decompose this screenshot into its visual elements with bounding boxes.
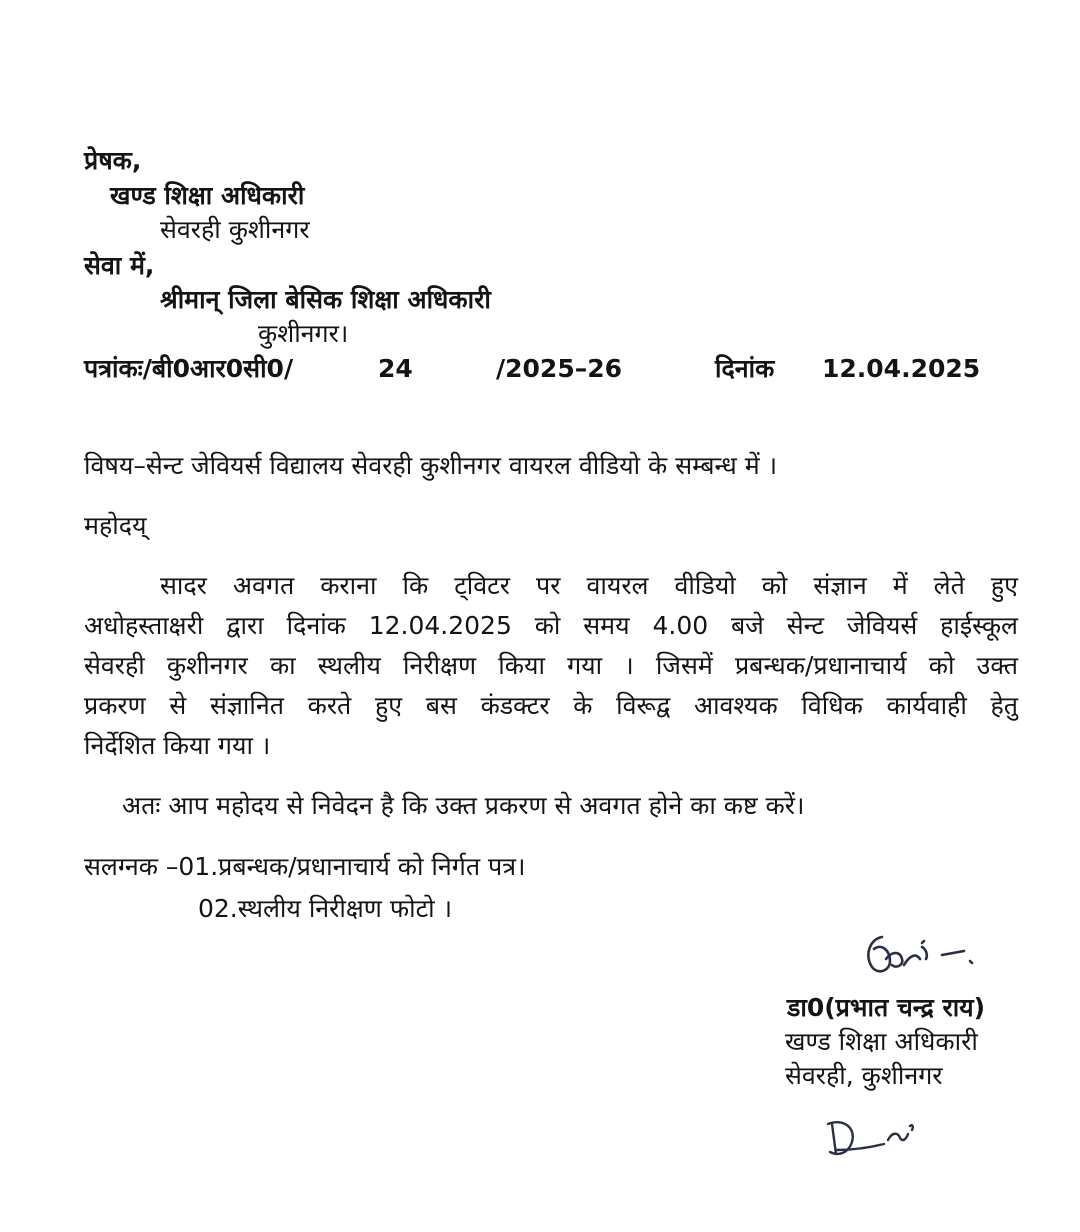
initials-scribble-icon: [822, 1110, 922, 1165]
signatory-name: डा0(प्रभात चन्द्र राय): [787, 993, 986, 1022]
body-line-1: सादर अवगत कराना कि ट्विटर पर वायरल वीडियो को संज्ञान में लेते हुए: [160, 571, 1018, 600]
reference-date: 12.04.2025: [822, 354, 981, 383]
body-line-3: सेवरही कुशीनगर का स्थलीय निरीक्षण किया गया । जिसमें प्रबन्धक/प्रधानाचार्य को उक्त: [84, 651, 1018, 680]
reference-date-label: दिनांक: [715, 354, 775, 383]
sender-place: सेवरही कुशीनगर: [160, 215, 310, 244]
reference-number: 24: [378, 354, 413, 383]
attachment-line-1: सलग्नक –01.प्रबन्धक/प्रधानाचार्य को निर्गत पत्र।: [84, 852, 526, 881]
signatory-place: सेवरही, कुशीनगर: [785, 1061, 943, 1090]
reference-session: /2025–26: [496, 354, 623, 383]
reference-prefix: पत्रांकः/बी0आर0सी0/: [84, 354, 294, 383]
recipient-label: सेवा में,: [84, 251, 155, 280]
recipient-place: कुशीनगर।: [258, 319, 349, 348]
body-line-5: निर्देशित किया गया ।: [84, 731, 271, 760]
request-line: अतः आप महोदय से निवेदन है कि उक्त प्रकरण से अवगत होने का कष्ट करें।: [122, 791, 805, 820]
recipient-designation: श्रीमान् जिला बेसिक शिक्षा अधिकारी: [160, 285, 491, 314]
sender-designation: खण्ड शिक्षा अधिकारी: [110, 181, 305, 210]
signatory-designation: खण्ड शिक्षा अधिकारी: [785, 1027, 978, 1056]
body-line-4: प्रकरण से संज्ञानित करते हुए बस कंडक्टर के विरूद्व आवश्यक विधिक कार्यवाही हेतु: [84, 691, 1018, 720]
body-line-2: अधोहस्ताक्षरी द्वारा दिनांक 12.04.2025 को समय 4.00 बजे सेन्ट जेवियर्स हाईस्कूल: [84, 611, 1018, 640]
sender-label: प्रेषक,: [84, 146, 142, 175]
attachment-line-2: 02.स्थलीय निरीक्षण फोटो ।: [198, 894, 453, 923]
salutation: महोदय्: [84, 511, 147, 540]
signature-scribble-icon: [860, 925, 990, 990]
subject-line: विषय–सेन्ट जेवियर्स विद्यालय सेवरही कुशीनगर वायरल वीडियो के सम्बन्ध में ।: [84, 451, 778, 480]
